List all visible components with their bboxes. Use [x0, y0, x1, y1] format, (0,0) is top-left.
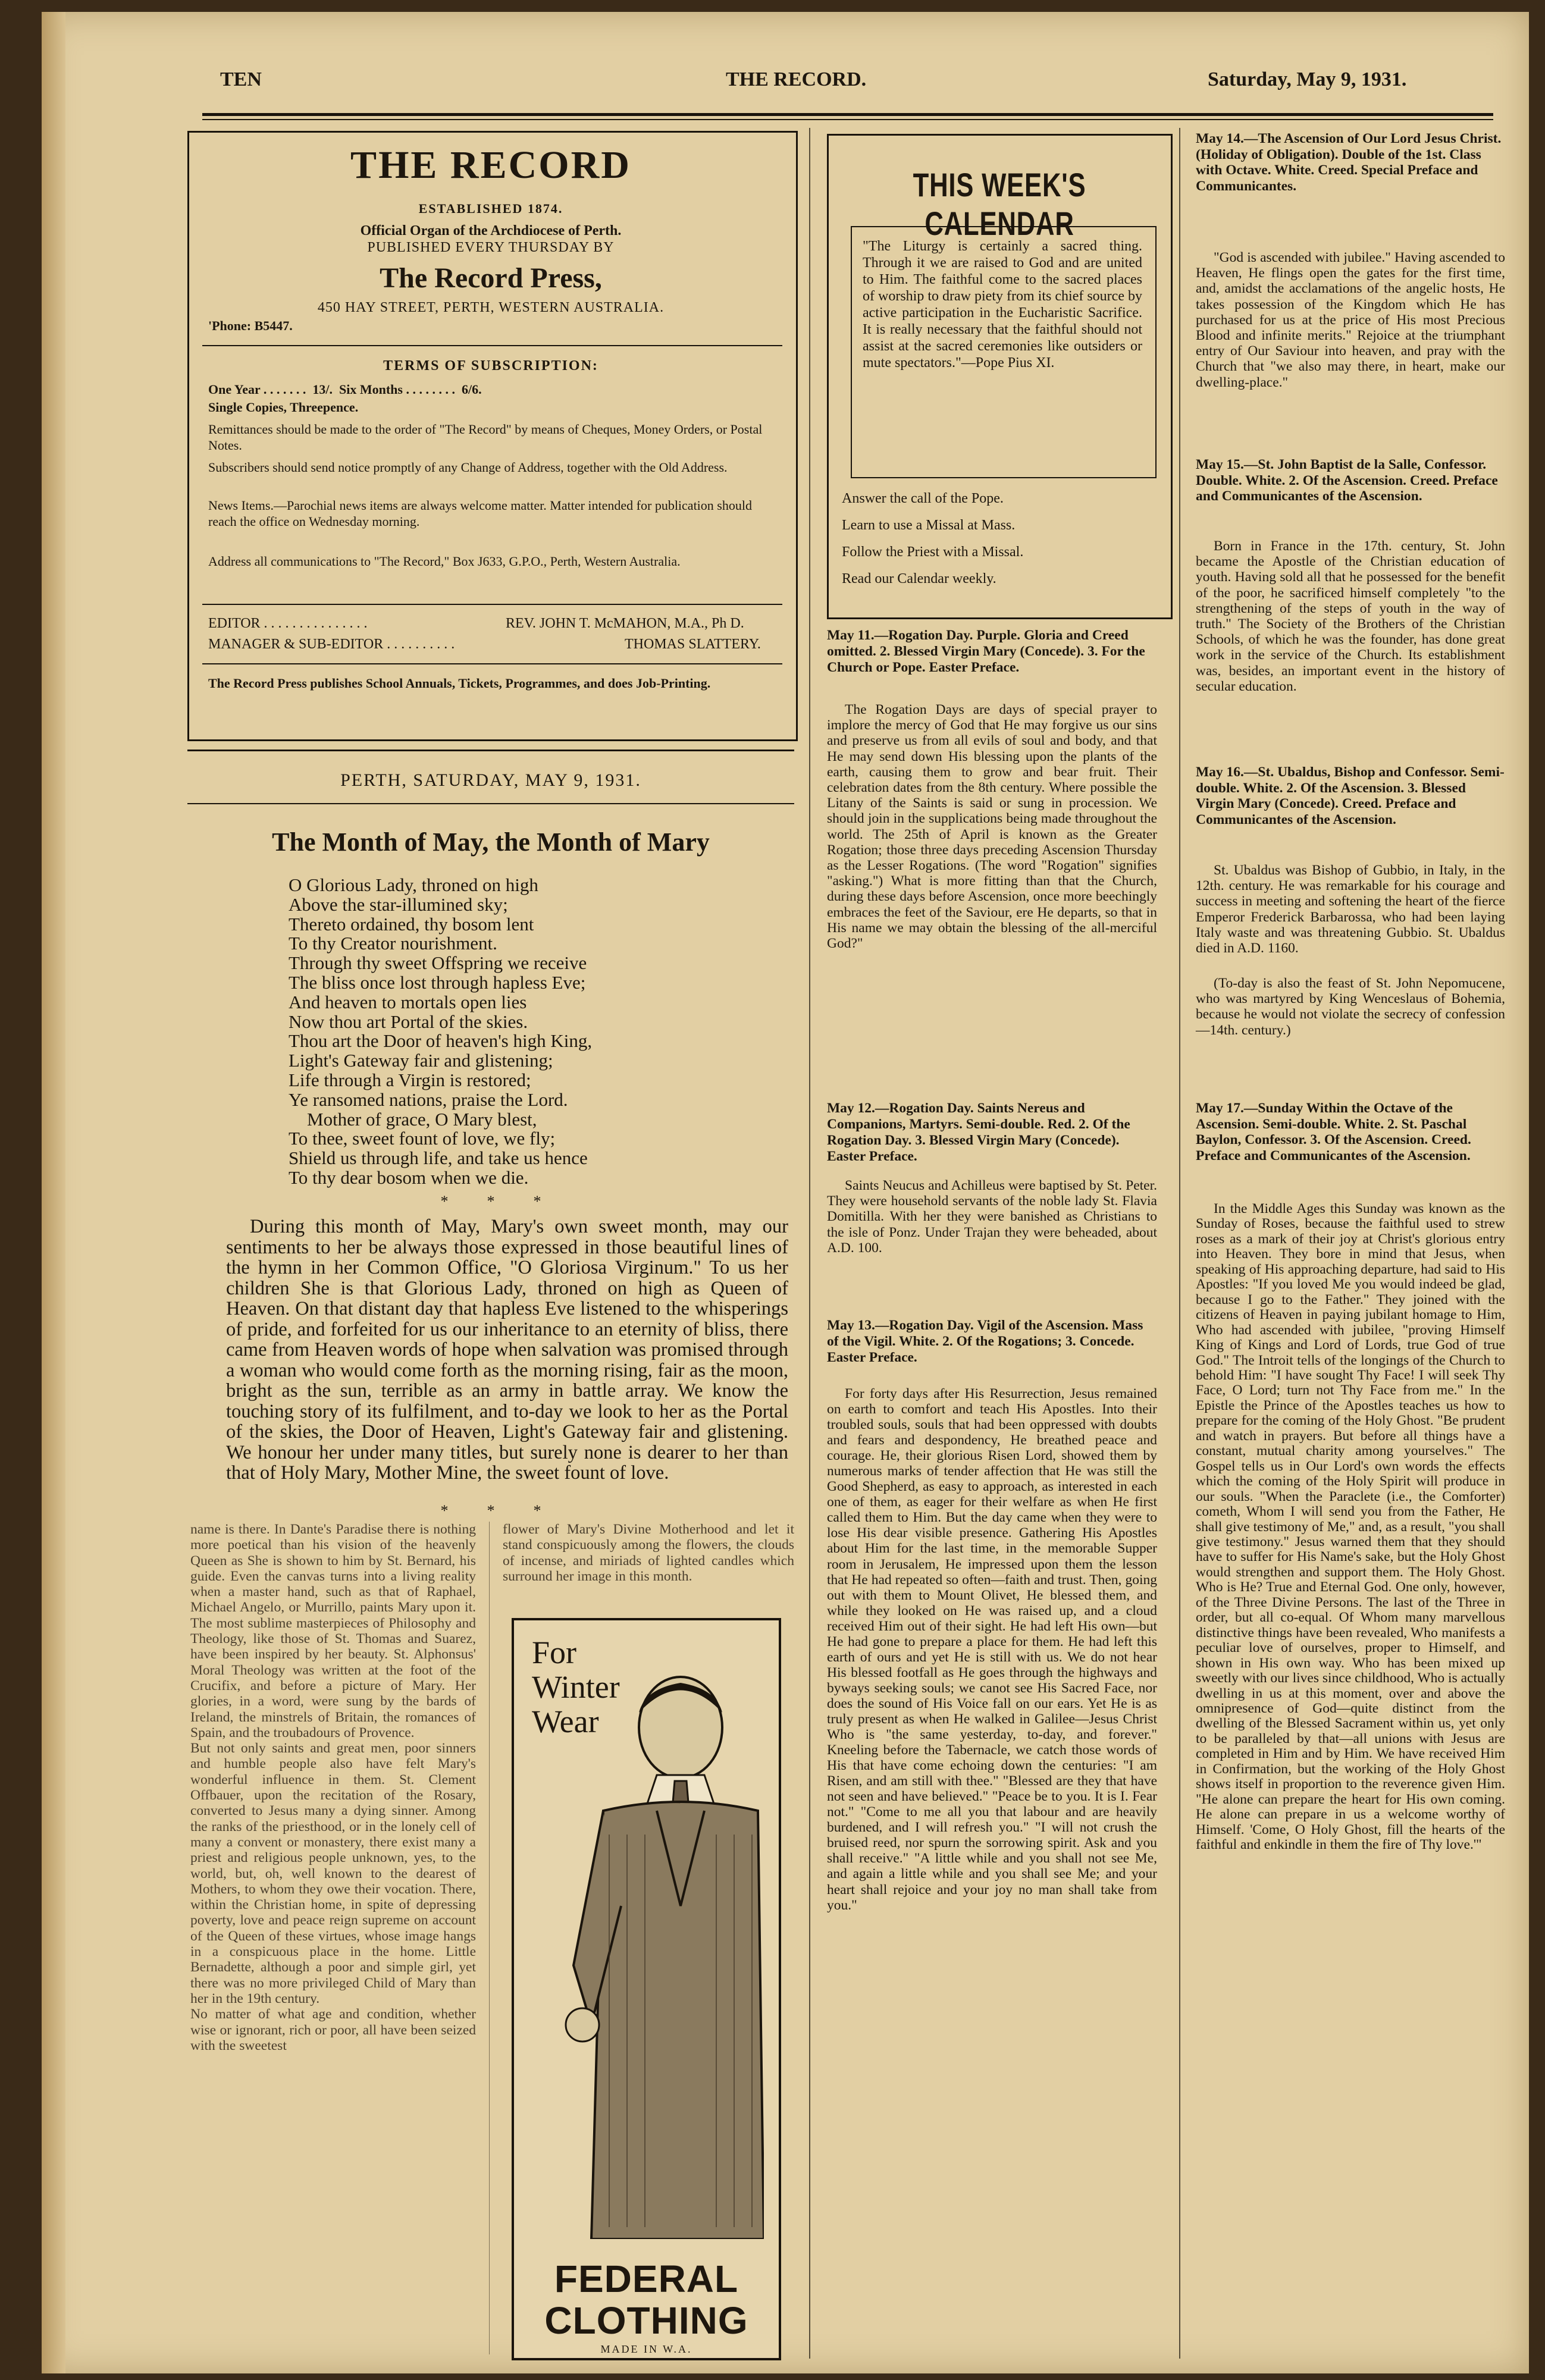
calendar-line-1: Answer the call of the Pope.	[842, 491, 1004, 506]
may-16-heading: May 16.—St. Ubaldus, Bishop and Confessor. Semi-double. White. 2. Of the Ascension. 3. Blessed Virgin Mary (Concede). Creed. Preface and Communicantes of the Ascension.	[1196, 764, 1505, 827]
calendar-title: THIS WEEK'S CALENDAR	[913, 166, 1086, 242]
may-16-note: (To-day is also the feast of St. John Nepomucene, who was martyred by King Wenceslaus of Bohemia, because he would not violate the secrecy of confession—14th. century.)	[1196, 976, 1505, 1038]
editor-name: REV. JOHN T. McMAHON, M.A., Ph D.	[506, 616, 744, 631]
may-17-heading: May 17.—Sunday Within the Octave of the Ascension. Semi-double. White. 2. St. Paschal Baylon, Confessor. 3. Of the Ascension. Creed. Preface and Communicantes of the Ascension.	[1196, 1100, 1471, 1164]
subscribers-note: Subscribers should send notice promptly of any Change of Address, together with the Old Address.	[208, 460, 728, 475]
may-15-text: Born in France in the 17th. century, St. John became the Apostle of the Christian education of youth. Having sold all that he possessed for the benefit of the poor, he sacrificed himself completely "to the strengthening of the steps of youth in the way of truth." The Society of the Brothers of the Christian Schools, of which he was the founder, has done great work in the service of the Church. Its establishment was, besides, an important event in the history of secular education.	[1196, 538, 1505, 694]
running-date: Saturday, May 9, 1931.	[1208, 68, 1407, 90]
masthead-publisher: The Record Press,	[380, 262, 602, 294]
dateline-rule-bottom	[187, 803, 794, 804]
terms-line-2: Single Copies, Threepence.	[208, 400, 359, 415]
ad-line-wear: Wear	[532, 1704, 599, 1739]
running-title: THE RECORD.	[726, 68, 867, 90]
newspaper-page	[42, 12, 1529, 2373]
may-12-text: Saints Neucus and Achilleus were baptised by St. Peter. They were household servants of the noble lady St. Flavia Domitilla. With her they were banished as Christians to the isle of Ponz. Under Trajan they were beheaded, about A.D. 100.	[827, 1178, 1157, 1256]
man-in-suit-illustration	[538, 1656, 764, 2239]
masthead-rule-3	[202, 663, 782, 664]
remittances-note: Remittances should be made to the order of "The Record" by means of Cheques, Money Orders, or Postal Notes.	[208, 422, 763, 453]
ad-line-winter: Winter	[532, 1669, 620, 1705]
editorial-poem: O Glorious Lady, throned on high Above the star-illumined sky; Thereto ordained, thy bosom lent To thy Creator nourishment. Through thy sweet Offspring we receive The bliss once lost through hapless Eve; And heaven to mortals open lies Now thou art Portal of the skies. Thou art the Door of heaven's high King, Light's Gateway fair and glistening; Life through a Virgin is restored; Ye ransomed nations, praise the Lord. Mother of grace, O Mary blest, To thee, sweet fount of love, we fly; Shield us through life, and take us hence To thy dear bosom when we die.	[289, 874, 593, 1188]
page-edge	[42, 12, 65, 2373]
masthead-organ: Official Organ of the Archdiocese of Perth.	[360, 223, 622, 239]
masthead-rule	[202, 345, 782, 346]
news-items-note: News Items.—Parochial news items are always welcome matter. Matter intended for publication should reach the office on Wednesday morning.	[208, 498, 752, 529]
vertical-rule-1	[809, 128, 810, 2359]
may-12-heading: May 12.—Rogation Day. Saints Nereus and Companions, Martyrs. Semi-double. Red. 2. Of the Rogation Day. 3. Blessed Virgin Mary (Concede). Easter Preface.	[827, 1100, 1130, 1164]
editorial-title: The Month of May, the Month of Mary	[272, 827, 710, 857]
masthead-published: PUBLISHED EVERY THURSDAY BY	[367, 240, 615, 255]
may-11-heading: May 11.—Rogation Day. Purple. Gloria and Creed omitted. 2. Blessed Virgin Mary (Concede). 3. For the Church or Pope. Easter Preface.	[827, 628, 1145, 675]
calendar-line-2: Learn to use a Missal at Mass.	[842, 518, 1016, 533]
editorial-column-2: flower of Mary's Divine Motherhood and let it stand conspicuously among the flowers, the clouds of incense, and miriads of lighted candles which surround her image in this month.	[503, 1522, 794, 1584]
masthead-rule-2	[202, 604, 782, 605]
may-14-text: "God is ascended with jubilee." Having ascended to Heaven, He flings open the gates for the first time, and, amidst the acclamations of the angelic hosts, He takes possession of the Kingdom which He has purchased for us at the price of His most Precious Blood and infinite merits." Rejoice at the triumphant entry of Our Saviour into heaven, and pray with the Church that "we also may there, in heart, make our dwelling-place."	[1196, 250, 1505, 390]
terms-title: TERMS OF SUBSCRIPTION:	[383, 358, 598, 374]
section-stars: * * *	[440, 1193, 541, 1210]
federal-clothing-ad	[512, 1618, 781, 2360]
editorial-column-1: name is there. In Dante's Paradise there is nothing more poetical than his vision of the heavenly Queen as She is shown to him by St. Bernard, his guide. Even the canvas turns into a living reality when a master hand, such as that of Raphael, Michael Angelo, or Murrillo, paints Mary upon it. The most sublime masterpieces of Philosophy and Theology, like those of St. Thomas and Suarez, have been inspired by her beauty. St. Alphonsus' Moral Theology was written at the foot of the Crucifix, and before a picture of Mary. Her glories, in a word, were sung by the bards of Ireland, the minstrels of Britain, the romances of Spain, and the troubadours of Provence. But not only saints and great men, poor sinners and humble people also have felt Mary's wonderful influence in them. St. Clement Offbauer, upon the recitation of the Rosary, converted to Jesus many a dying sinner. Among the ranks of the priesthood, or in the lonely cell of many a convent or monastery, there exist many a priest and religious people unknown, yes, to the world, but, oh, well known to the dearest of Mothers, to whom they owe their vocation. There, within the Christian home, in spite of depressing poverty, love and peace reign supreme on account of the Queen of these virtues, whose image hangs in a conspicuous place in the home. Little Bernadette, although a poor and simple girl, yet there was no more privileged Child of Mary than her in the 19th century. No matter of what age and condition, whether wise or ignorant, rich or poor, all have been seized with the sweetest	[190, 1522, 476, 2053]
editor-label: EDITOR . . . . . . . . . . . . . . .	[208, 616, 368, 631]
dateline: PERTH, SATURDAY, MAY 9, 1931.	[340, 770, 641, 790]
ad-footer: MADE IN W.A.	[600, 2343, 692, 2355]
section-stars-2: * * *	[440, 1502, 541, 1519]
address-note: Address all communications to "The Record," Box J633, G.P.O., Perth, Western Australia.	[208, 554, 681, 569]
masthead-established: ESTABLISHED 1874.	[418, 201, 563, 216]
header-rule-thin	[202, 119, 1493, 120]
may-13-heading: May 13.—Rogation Day. Vigil of the Ascension. Mass of the Vigil. White. 2. Of the Rogations; 3. Concede. Easter Preface.	[827, 1318, 1143, 1365]
header-rule	[202, 113, 1493, 116]
masthead-phone: 'Phone: B5447.	[208, 318, 293, 333]
ad-brand-clothing: CLOTHING	[544, 2299, 748, 2342]
may-13-text: For forty days after His Resurrection, Jesus remained on earth to comfort and teach His Apostles. Into their troubled souls, souls that had been oppressed with doubts and fears and despondency, He breathed peace and courage. He, their glorious Risen Lord, showed them by numerous marks of tender affection that He was still the Good Shepherd, as easy to approach, as interested in each one of them, as eager for their welfare as when He first called them to Him. But the day came when they were to lose His dear visible presence. Gathering His Apostles about Him for the last time, in the memorable Supper room in Jerusalem, He impressed upon them the lesson that He had repeated so often—faith and trust. Then, going out with them to Mount Olivet, He blessed them, and while they looked on He was raised up, and a cloud received Him out of their sight. He had left His own—but He had gone to prepare a place for them. He had left this earth of ours and yet He is still with us. We do not hear His blessed footfall as He goes through the highways and byways seeking souls; we canot see His Sacred Face, nor does the sound of His Voice fall on our ears. Yet He is as truly present as when He walked in Galilee—Jesus Christ Who is "the same yesterday, to-day, and forever." Kneeling before the Tabernacle, we catch those words of His that have come echoing down the centuries: "I am Risen, and am still with thee." "Blessed are they that have not seen and have believed." "Peace be to you. It is I. Fear not." "Come to me all you that labour and are heavily burdened, and I will refresh you." "I will not crush the bruised reed, nor spurn the sorrowing spirit. Ask and you shall receive." "A little while and you shall not see Me, and again a little while and you shall see Me; and your heart shall rejoice and your joy no man shall take from you."	[827, 1386, 1157, 1913]
calendar-line-3: Follow the Priest with a Missal.	[842, 544, 1024, 560]
vertical-rule-2	[1179, 128, 1180, 2359]
ad-line-for: For	[532, 1635, 577, 1670]
masthead-title: THE RECORD	[350, 143, 631, 187]
manager-name: THOMAS SLATTERY.	[625, 636, 761, 652]
editorial-lead: During this month of May, Mary's own sweet month, may our sentiments to her be always those expressed in those beautiful lines of the hymn in her Common Office, "O Gloriosa Virginum." To us her children She is that Glorious Lady, throned on high as Queen of Heaven. On that distant day that hapless Eve listened to the whisperings of pride, and forfeited for us our inheritance to an eternity of bliss, there came from Heaven words of hope when salvation was promised through a woman who would come forth as the morning rising, fair as the moon, bright as the sun, terrible as an army in battle array. We know the touching story of its fulfilment, and to-day we look to her as the Portal of the skies, the Door of Heaven, Light's Gateway fair and glistening. We honour her under many titles, but surely none is dearer to her than that of Holy Mary, Mother Mine, the sweet fount of love.	[226, 1216, 788, 1484]
calendar-line-4: Read our Calendar weekly.	[842, 571, 996, 587]
masthead-address: 450 HAY STREET, PERTH, WESTERN AUSTRALIA.	[317, 300, 665, 315]
page-number: TEN	[220, 68, 262, 90]
may-17-text: In the Middle Ages this Sunday was known as the Sunday of Roses, because the faithful used to strew roses as a mark of their joy at Christ's glorious entry into Heaven. They bore in mind that Jesus, when speaking of His approaching departure, had said to His Apostles: "If you loved Me you would indeed be glad, because I go to the Father." They joined with the citizens of Heaven in paying jubilant homage to Him, Who had ascended with jubilee, "proving Himself King of Kings and Lord of Lords, true God of true God." The Introit tells of the longings of the Church to behold Him: "I have sought Thy Face! I will seek Thy Face, O Lord; turn not Thy Face from me." In the Epistle the Prince of the Apostles teaches us how to prepare for the coming of the Holy Ghost. "Be prudent and watch in prayers. But before all things have a constant, mutual charity among yourselves." The Gospel tells us in Our Lord's own words the effects which the coming of the Holy Spirit will produce in our souls. "When the Paraclete (i.e., the Comforter) cometh, Whom I will send you from the Father, He shall give testimony of Me," and, as a result, "you shall give testimony." Jesus warned them that they should have to suffer for His Name's sake, but the Holy Ghost would strengthen and support them. The Holy Ghost. Who is He? True and Eternal God. One only, however, of the Three Divine Persons. The last of the Three in order, but all co-equal. Of Whom many marvellous distinctive things have been revealed, Who manifests a peculiar love of ourselves, proper to Himself, and shown in His own way. Who has been mixed up sweetly with our lives since childhood, Who is actually dwelling in us at this moment, over and above the omnipresence of God—quite distinct from the dwelling of the Blessed Sacrament within us, yet only to be paralleled by that—all unions with Jesus are completed in Him and by Him. We have received Him in Confirmation, but the working of the Holy Ghost shows itself in proportion to the reverence given Him. "He alone can prepare the heart for His own coming. He alone can prepare in us a welcome worthy of Himself. 'Come, O Holy Ghost, fill the hearts of the faithful and enkindle in them the fire of Thy love.'"	[1196, 1201, 1505, 1853]
column-divider	[489, 1522, 490, 2354]
calendar-quote: "The Liturgy is certainly a sacred thing. Through it we are raised to God and are united to Him. The faithful come to the sacred places of worship to draw piety from its chief source by active participation in the Eucharistic Sacrifice. It is really necessary that the faithful should not assist at the sacred ceremonies like outsiders or mute spectators."—Pope Pius XI.	[863, 239, 1142, 371]
may-16-text: St. Ubaldus was Bishop of Gubbio, in Italy, in the 12th. century. He was remarkable for his courage and success in meeting and softening the heart of the fierce Emperor Frederick Barbarossa, who had been laying Italy waste and was threatening Gubbio. St. Ubaldus died in A.D. 1160.	[1196, 863, 1505, 957]
terms-line-1: One Year . . . . . . . 13/. Six Months . . . . . . . . 6/6.	[208, 382, 482, 397]
press-note: The Record Press publishes School Annuals, Tickets, Programmes, and does Job-Printing.	[208, 676, 711, 691]
ad-brand-federal: FEDERAL	[554, 2257, 739, 2300]
may-11-text: The Rogation Days are days of special prayer to implore the mercy of God that He may forgive us our sins and preserve us from all evils of soul and body, and that He may send down His blessing upon the plants of the earth, causing them to grow and bear fruit. Their celebration dates from the 8th century. Where possible the Litany of the Saints is said or sung in procession. We should join in the supplications being made throughout the world. The 25th of April is known as the Greater Rogation; those three days preceding Ascension Thursday as the Lesser Rogations. (The word "Rogation" signifies "asking.") What is more fitting than that the Church, during these days before Ascension, once more beechingly embraces the feet of the Saviour, ere He departs, so that in His name we may obtain the blessing of the all-merciful God?"	[827, 702, 1157, 952]
may-14-heading: May 14.—The Ascension of Our Lord Jesus Christ. (Holiday of Obligation). Double of the 1st. Class with Octave. White. Creed. Special Preface and Communicantes.	[1196, 131, 1502, 194]
may-15-heading: May 15.—St. John Baptist de la Salle, Confessor. Double. White. 2. Of the Ascension. Creed. Preface and Communicantes of the Ascension.	[1196, 457, 1498, 504]
dateline-rule-top	[187, 750, 794, 751]
manager-label: MANAGER & SUB-EDITOR . . . . . . . . . .	[208, 636, 455, 652]
